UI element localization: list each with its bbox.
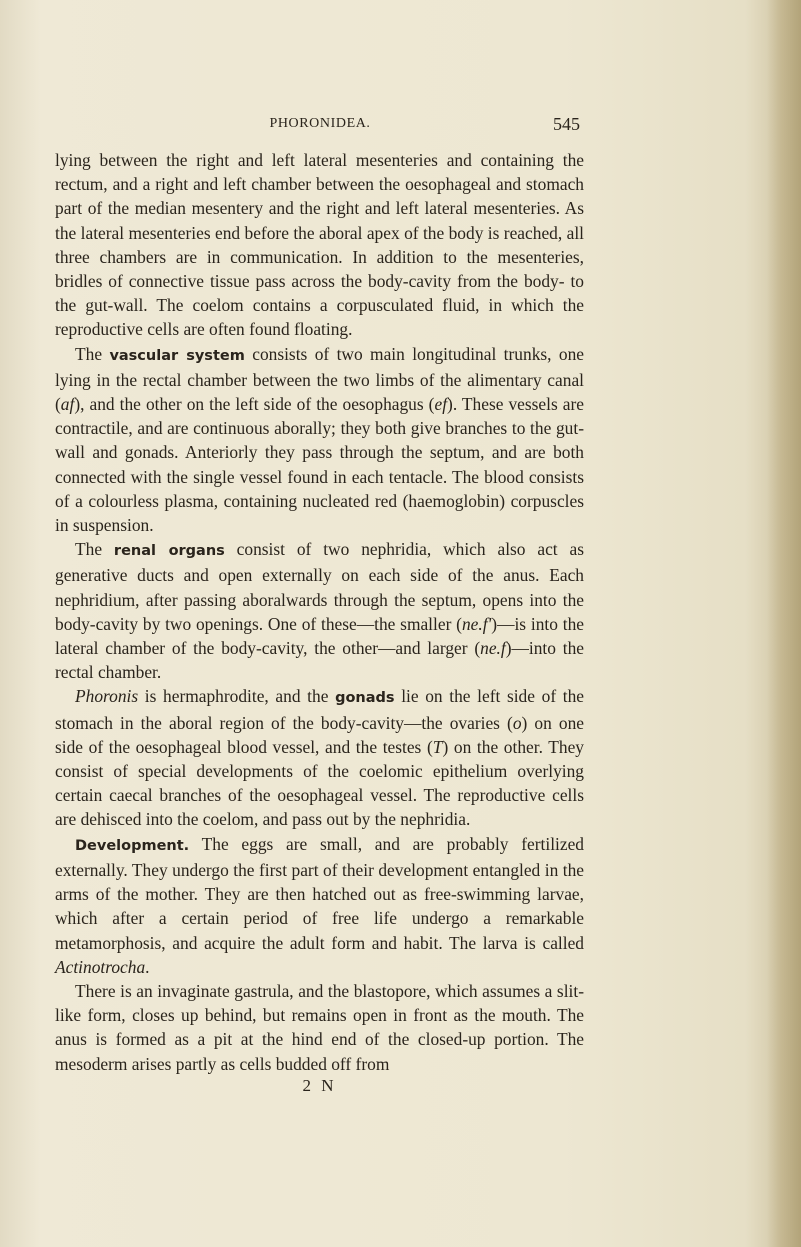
text-run: is hermaphrodite, and the — [138, 686, 336, 707]
text-run: The — [75, 343, 110, 364]
term-gonads: gonads — [335, 690, 395, 707]
term-renal-organs: renal organs — [113, 543, 225, 560]
term-vascular-system: vascular system — [109, 347, 245, 364]
text-run: consist of two nephridia, which also act as generative ducts and open externally on each side of the anus. Each nephridium, after passing aboralwards through the septum, opens into the body-cavity by two openings. One of these—the smaller ( — [55, 539, 584, 634]
text-run: )—into the rectal chamber. — [55, 638, 584, 683]
text-run: lie on the left side of the stomach in the aboral region of the body-cavity—the ovaries ( — [55, 686, 584, 733]
genus-phoronis: Phoronis — [75, 686, 139, 707]
page-header — [60, 116, 580, 138]
signature-mark: 2 N — [302, 1075, 337, 1095]
label-t: T — [432, 736, 443, 757]
label-o: o — [512, 712, 522, 733]
paragraph-3 — [55, 537, 584, 684]
running-head: PHORONIDEA. — [269, 116, 371, 131]
body-text — [55, 148, 584, 1098]
label-nef: ne.f — [480, 638, 506, 659]
text-run: consists of two main longitudinal trunks, one lying in the rectal chamber between the two limbs of the alimentary canal ( — [55, 343, 585, 415]
page-number: 545 — [553, 114, 580, 134]
term-development: Development. — [75, 837, 190, 854]
text-run: The eggs are small, and are probably fertilized externally. They undergo the first part of their development entangled in the arms of the mother. They are then hatched out as free-swimming larvae, which after a certain period of free life undergo a remarkable metamorphosis, and acquire the adult form and habit. The larva is called — [55, 833, 584, 953]
left-edge-shading — [0, 0, 40, 1247]
text-run: ). These vessels are contractile, and are continuous aborally; they both give branches to the gut-wall and gonads. Anteriorly they pass through the septum, and are both connected with the single vessel found in each tentacle. The blood consists of a colourless plasma, containing nucleated red (haemoglobin) corpuscles in suspension. — [55, 394, 585, 536]
text-run: )—is into the lateral chamber of the body-cavity, the other—and larger ( — [55, 613, 584, 659]
text-run: ) on the other. They consist of special developments of the coelomic epithelium overlying certain caecal branches of the oesophageal vessel. The reproductive cells are dehisced into the coelom, and pass out by the nephridia. — [55, 736, 584, 830]
text-run: The — [75, 539, 114, 560]
paragraph-6: There is an invaginate gastrula, and the blastopore, which assumes a slit-like form, closes up behind, but remains open in front as the mouth. The anus is formed as a pit at the hind end of the closed-up portion. The mesoderm arises partly as cells budded off from — [55, 980, 584, 1074]
paragraph-2 — [55, 342, 584, 538]
page-gutter-shadow — [767, 0, 801, 1247]
label-ef: ef — [434, 394, 448, 415]
paragraph-5 — [55, 832, 584, 979]
text-run: ), and the other on the left side of the oesophagus ( — [74, 394, 435, 415]
label-af: af — [60, 394, 75, 415]
label-nef-prime: ne.f' — [461, 613, 492, 634]
paragraph-4 — [55, 684, 584, 831]
larva-name: Actinotrocha — [55, 956, 146, 977]
text-run: ) on one side of the oesophageal blood vessel, and the testes ( — [55, 712, 584, 757]
text-run: . — [145, 956, 150, 977]
paragraph-1: lying between the right and left lateral mesenteries and containing the rectum, and a right and left chamber between the oesophageal and stomach part of the median mesentery and the right and left lateral mesenteries. As the lateral mesenteries end before the aboral apex of the body is reached, all three chambers are in communication. In addition to the mesenteries, bridles of connective tissue pass across the body-cavity from the body- to the gut-wall. The coelom contains a corpusculated fluid, in which the reproductive cells are often found floating. — [55, 150, 584, 340]
